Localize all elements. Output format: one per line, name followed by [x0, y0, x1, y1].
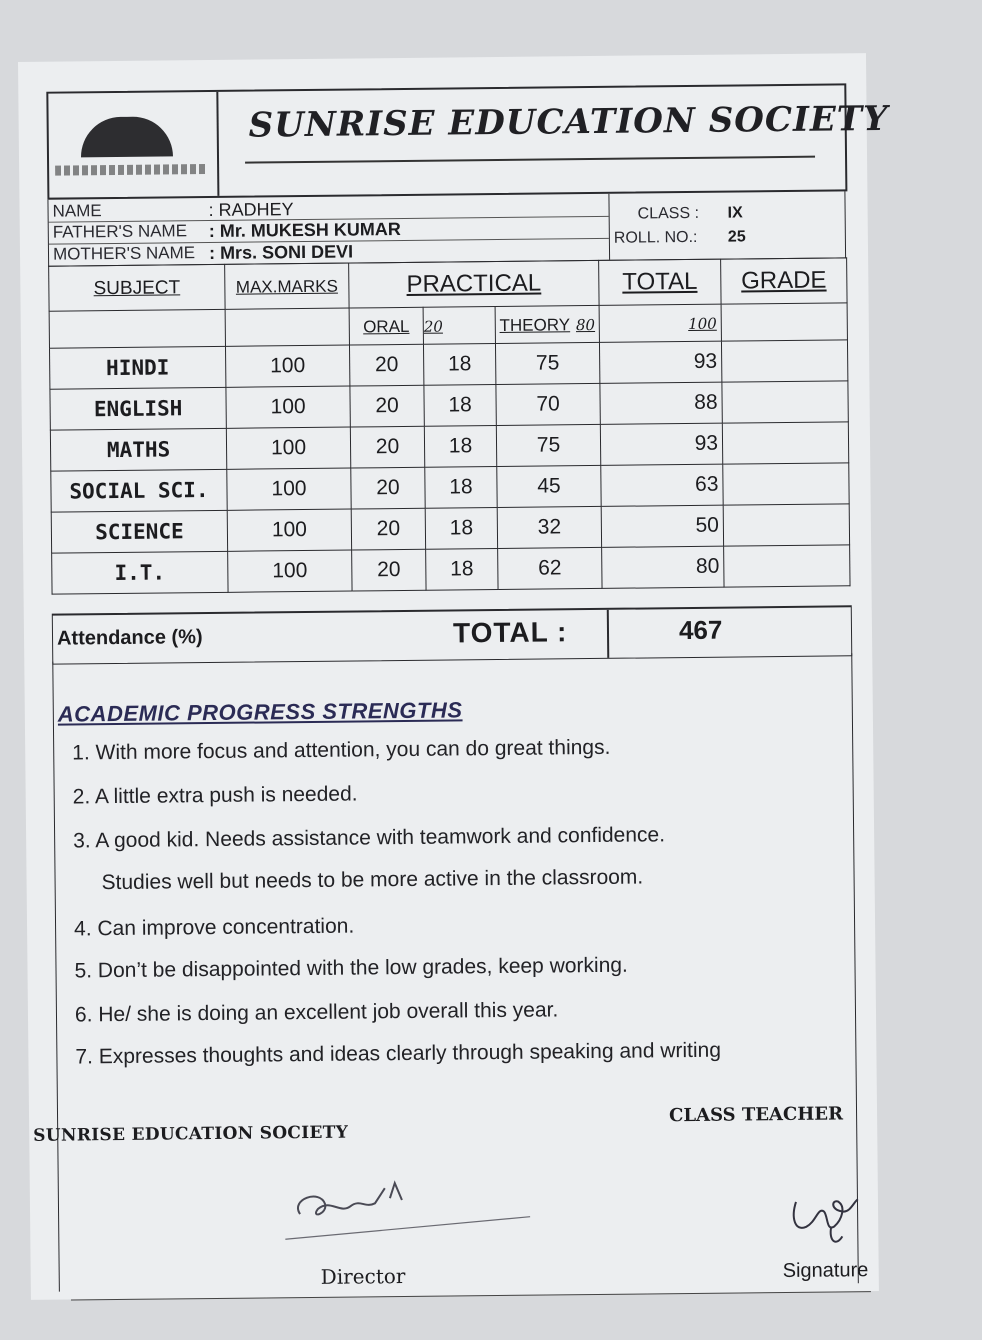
class-label: CLASS : — [637, 204, 700, 223]
table-row: ENGLISH 100 20 18 70 88 — [50, 381, 848, 430]
grand-total-label: TOTAL : — [452, 616, 568, 649]
class-value: IX — [727, 204, 743, 222]
table-row: HINDI 100 20 18 75 93 — [49, 340, 847, 389]
student-info — [47, 191, 846, 266]
class-roll-box — [608, 191, 846, 259]
logo — [48, 92, 219, 198]
header-max-marks: MAX.MARKS — [225, 263, 349, 309]
table-row: SOCIAL SCI. 100 20 18 45 63 — [51, 463, 849, 512]
director-label: Director — [320, 1264, 406, 1289]
header-practical: PRACTICAL — [349, 260, 599, 308]
attendance-label: Attendance (%) — [56, 626, 203, 650]
remark-item: 5. Don’t be disappointed with the low grades, keep working. — [74, 953, 628, 983]
oral-max-handwritten: 20 — [423, 307, 495, 345]
remark-item: 1. With more focus and attention, you can do great things. — [72, 735, 611, 765]
table-row: SCIENCE 100 20 18 32 50 — [51, 504, 849, 553]
footer-org-name: SUNRISE EDUCATION SOCIETY — [33, 1122, 349, 1146]
remark-item: 4. Can improve concentration. — [73, 914, 355, 941]
remark-item: 7. Expresses thoughts and ideas clearly through speaking and writing — [75, 1038, 722, 1069]
header-oral: ORAL — [349, 307, 423, 345]
mother-label: MOTHER'S NAME — [52, 243, 196, 264]
class-teacher-signature — [776, 1171, 877, 1252]
remarks-heading: ACADEMIC PROGRESS STRENGTHS — [57, 697, 463, 727]
director-signature — [280, 1167, 541, 1250]
table-row: I.T. 100 20 18 62 80 — [52, 545, 850, 594]
remark-item: Studies well but needs to be more active in the classroom. — [101, 865, 644, 895]
roll-value: 25 — [727, 228, 746, 246]
report-card-sheet — [18, 53, 889, 1300]
student-name: : RADHEY — [208, 199, 294, 221]
header-theory: THEORY 80 — [495, 305, 599, 343]
marks-table — [48, 257, 850, 594]
name-label: NAME — [52, 201, 102, 221]
father-name: : Mr. MUKESH KUMAR — [208, 219, 401, 242]
grand-total-value: 467 — [678, 614, 723, 646]
mother-name: : Mrs. SONI DEVI — [208, 241, 354, 264]
school-name: SUNRISE EDUCATION SOCIETY — [248, 98, 889, 146]
remark-item: 6. He/ she is doing an excellent job overall this year. — [74, 998, 559, 1027]
report-header — [46, 83, 889, 199]
table-row: MATHS 100 20 18 75 93 — [50, 422, 848, 471]
signature-label: Signature — [782, 1259, 869, 1283]
sunrise-logo-icon — [81, 116, 173, 157]
header-subject: SUBJECT — [49, 264, 225, 311]
remark-item: 2. A little extra push is needed. — [72, 782, 358, 809]
header-total: TOTAL — [599, 259, 721, 305]
remark-item: 3. A good kid. Needs assistance with teamwork and confidence. — [73, 823, 666, 853]
total-max-handwritten: 100 — [599, 304, 721, 342]
father-label: FATHER'S NAME — [52, 221, 188, 242]
header-grade: GRADE — [721, 258, 847, 304]
roll-label: ROLL. NO.: — [613, 228, 698, 247]
class-teacher-label: CLASS TEACHER — [668, 1103, 844, 1127]
